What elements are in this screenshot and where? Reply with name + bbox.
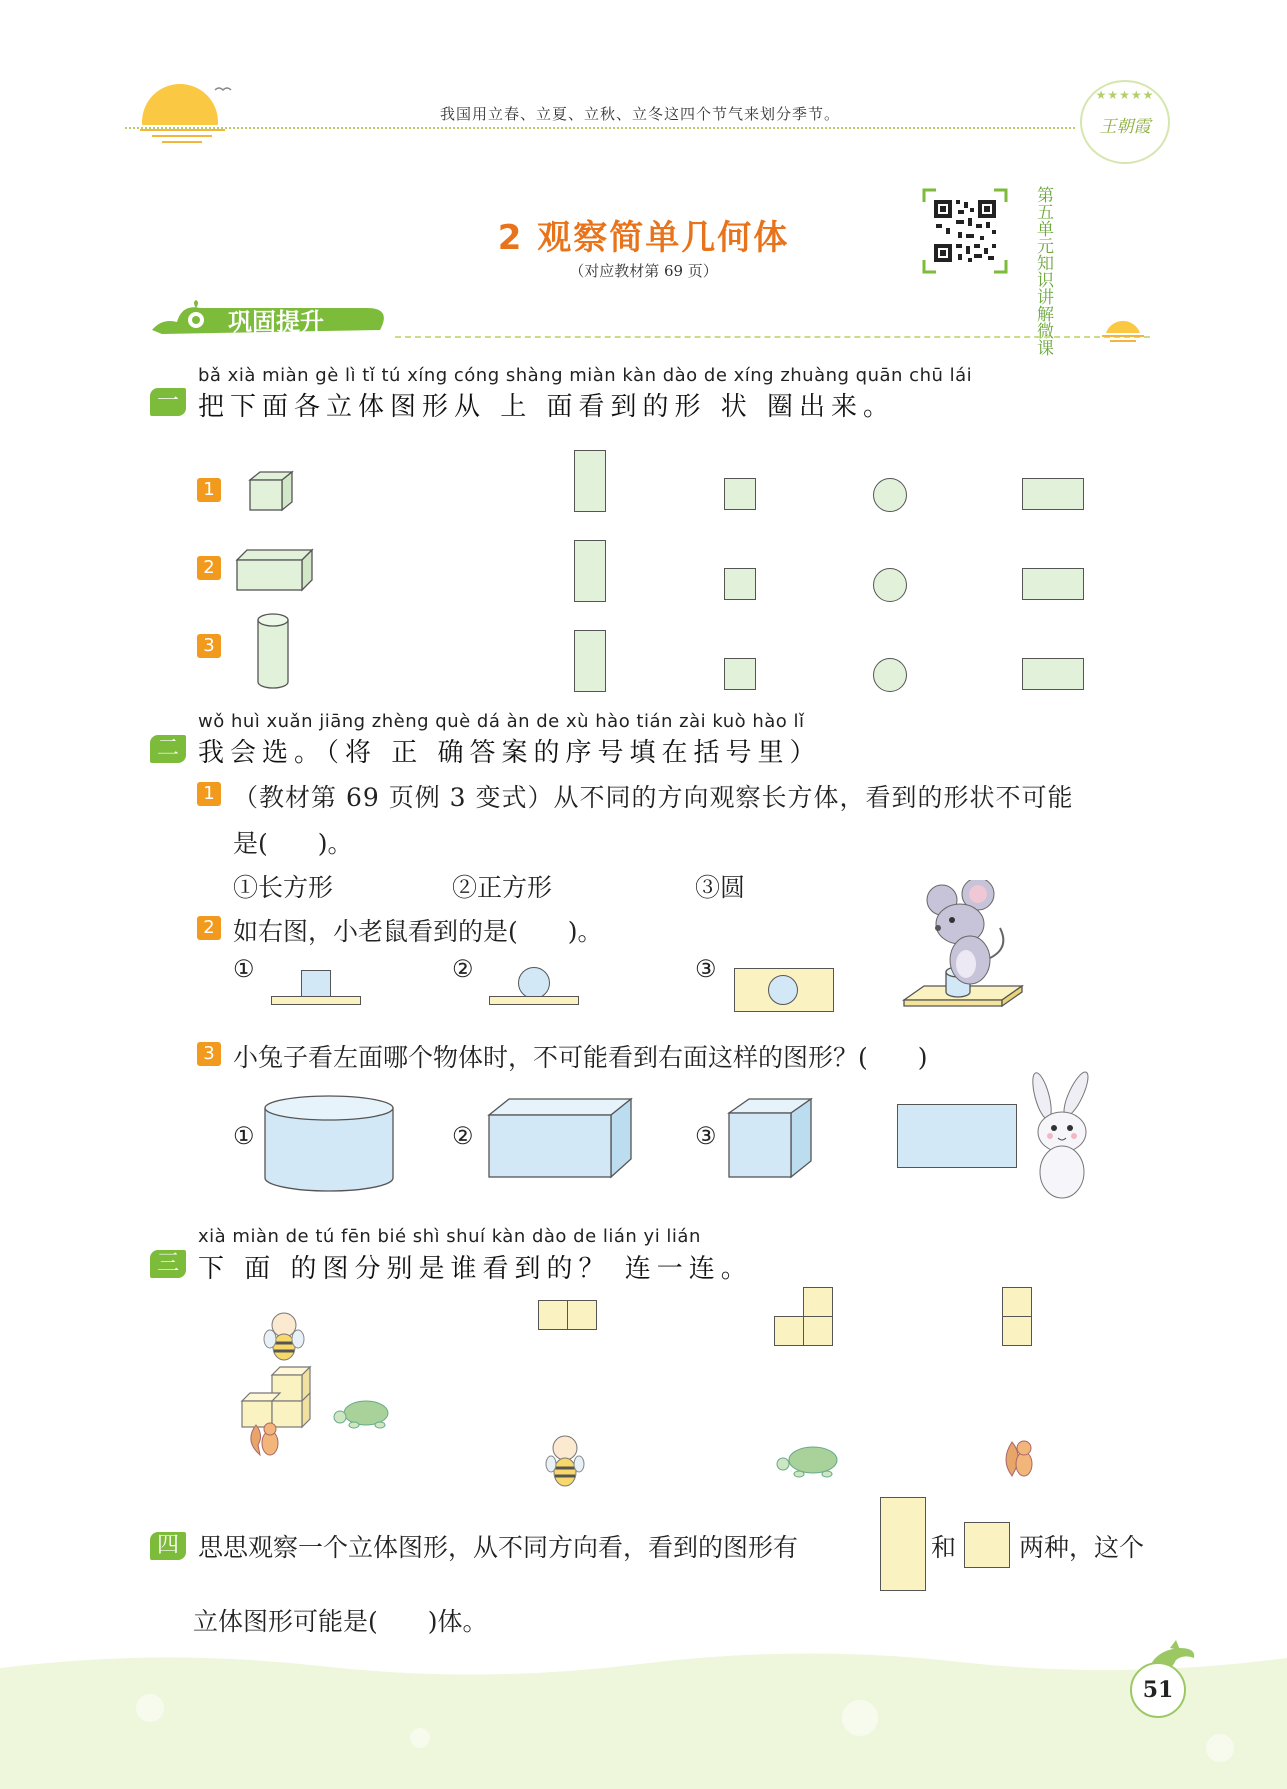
sec2-q1-option-3[interactable]: ③圆 bbox=[695, 873, 746, 902]
sec2-q1-text-cont: 是( )。 bbox=[233, 829, 353, 858]
small-sun-icon bbox=[1098, 305, 1148, 345]
sec2-q1-badge: 1 bbox=[197, 782, 221, 806]
large-cube-figure bbox=[727, 1097, 813, 1179]
sec2-q3-badge: 3 bbox=[197, 1042, 221, 1066]
header-tip: 我国用立春、立夏、立秋、立冬这四个节气来划分季节。 bbox=[440, 105, 841, 123]
sec1-instruction: 把下面各立体图形从 上 面看到的形 状 圈出来。 bbox=[198, 392, 896, 422]
answer-square[interactable] bbox=[724, 478, 756, 510]
sec2-q2-mark-3[interactable]: ③ bbox=[695, 955, 717, 983]
answer-tall-rectangle[interactable] bbox=[574, 450, 606, 512]
turtle-icon[interactable] bbox=[773, 1440, 845, 1482]
qr-code-icon[interactable] bbox=[922, 188, 1008, 274]
view-L-shape-top[interactable] bbox=[803, 1287, 833, 1317]
sec2-badge: 二 bbox=[150, 735, 186, 763]
bee-icon bbox=[264, 1313, 304, 1360]
answer-wide-rectangle[interactable] bbox=[1022, 478, 1084, 510]
sec2-q3-mark-1[interactable]: ① bbox=[233, 1122, 255, 1150]
target-rectangle-view bbox=[897, 1104, 1017, 1168]
view-two-squares-right[interactable] bbox=[567, 1300, 597, 1330]
answer-square[interactable] bbox=[724, 658, 756, 690]
sec4-text-b: 两种，这个 bbox=[1019, 1533, 1145, 1562]
sec1-pinyin: bǎ xià miàn gè lì tǐ tú xíng cóng shàng miàn kàn dào de xíng zhuàng quān chū lái bbox=[198, 365, 973, 386]
sec2-q2-mark-2[interactable]: ② bbox=[452, 955, 474, 983]
answer-wide-rectangle[interactable] bbox=[1022, 658, 1084, 690]
sec1-row1-badge: 1 bbox=[197, 478, 221, 502]
view-column-top[interactable] bbox=[1002, 1287, 1032, 1317]
tall-rectangle-view bbox=[880, 1497, 926, 1591]
mouse-icon bbox=[898, 880, 1028, 1015]
sec2-instruction: 我会选。（将 正 确答案的序号填在括号里） bbox=[198, 738, 822, 768]
option-square-view bbox=[301, 970, 331, 998]
sec3-instruction: 下 面 的图分别是谁看到的？ 连一连。 bbox=[198, 1254, 753, 1284]
option-base-plate bbox=[271, 996, 361, 1005]
answer-tall-rectangle[interactable] bbox=[574, 630, 606, 692]
sec2-q3-mark-3[interactable]: ③ bbox=[695, 1122, 717, 1150]
sec2-q1-option-2[interactable]: ②正方形 bbox=[452, 873, 553, 902]
option-top-circle bbox=[768, 975, 798, 1005]
sun-decoration bbox=[130, 70, 250, 150]
brand-logo: ★★★★★ 王朝霞 bbox=[1080, 80, 1170, 164]
bee-icon[interactable] bbox=[545, 1432, 585, 1492]
sec4-text-c: 立体图形可能是( )体。 bbox=[193, 1607, 488, 1636]
sec4-text-a: 思思观察一个立体图形，从不同方向看，看到的图形有 bbox=[198, 1533, 799, 1562]
answer-circle[interactable] bbox=[873, 658, 907, 692]
sec2-q3-text: 小兔子看左面哪个物体时，不可能看到右面这样的图形？( ) bbox=[233, 1043, 928, 1072]
sec2-q2-mark-1[interactable]: ① bbox=[233, 955, 255, 983]
sec1-badge: 一 bbox=[150, 388, 186, 416]
answer-circle[interactable] bbox=[873, 568, 907, 602]
squirrel-icon bbox=[251, 1423, 278, 1455]
page-title: 2 观察简单几何体 bbox=[497, 218, 790, 258]
cuboid-figure bbox=[234, 546, 314, 592]
footer-decoration bbox=[0, 1648, 1287, 1789]
sec3-pinyin: xià miàn de tú fēn bié shì shuí kàn dào de lián yi lián bbox=[198, 1226, 701, 1247]
sec1-row3-badge: 3 bbox=[197, 634, 221, 658]
large-cuboid-figure bbox=[487, 1097, 633, 1179]
option-base-plate bbox=[489, 996, 579, 1005]
view-column-bottom[interactable] bbox=[1002, 1316, 1032, 1346]
sec2-pinyin: wǒ huì xuǎn jiāng zhèng què dá àn de xù hào tián zài kuò hào lǐ bbox=[198, 711, 805, 732]
sec3-badge: 三 bbox=[150, 1250, 186, 1278]
sec1-row2-badge: 2 bbox=[197, 556, 221, 580]
sec2-q3-mark-2[interactable]: ② bbox=[452, 1122, 474, 1150]
turtle-icon bbox=[334, 1401, 388, 1428]
banner-title: 巩固提升 bbox=[228, 308, 324, 336]
sec2-q1-text: （教材第 69 页例 3 变式）从不同的方向观察长方体，看到的形状不可能 bbox=[233, 783, 1074, 812]
banner-divider bbox=[395, 336, 1150, 338]
sec2-q2-badge: 2 bbox=[197, 916, 221, 940]
answer-circle[interactable] bbox=[873, 478, 907, 512]
page-number: 51 bbox=[1130, 1662, 1186, 1718]
rabbit-icon bbox=[1022, 1070, 1102, 1205]
view-L-shape-bottom-left[interactable] bbox=[774, 1316, 804, 1346]
header-divider bbox=[125, 127, 1075, 129]
large-cylinder-figure bbox=[263, 1094, 395, 1194]
square-view bbox=[964, 1522, 1010, 1568]
qr-label: 第五单元知识讲解微课 bbox=[1033, 186, 1053, 356]
squirrel-icon[interactable] bbox=[1002, 1432, 1038, 1480]
view-two-squares-left[interactable] bbox=[538, 1300, 568, 1330]
cube-figure bbox=[246, 468, 296, 514]
page-subtitle: （对应教材第 69 页） bbox=[569, 262, 718, 280]
sec4-text-and: 和 bbox=[931, 1533, 957, 1562]
option-circle-view bbox=[518, 967, 550, 999]
answer-wide-rectangle[interactable] bbox=[1022, 568, 1084, 600]
answer-square[interactable] bbox=[724, 568, 756, 600]
brand-logo-text: 王朝霞 bbox=[1099, 117, 1151, 137]
sec4-badge: 四 bbox=[150, 1532, 186, 1560]
cylinder-figure bbox=[255, 612, 291, 692]
block-stack-figure bbox=[230, 1305, 410, 1465]
sec2-q1-option-1[interactable]: ①长方形 bbox=[233, 873, 334, 902]
sec2-q2-text: 如右图，小老鼠看到的是( )。 bbox=[233, 917, 603, 946]
answer-tall-rectangle[interactable] bbox=[574, 540, 606, 602]
view-L-shape-bottom-right[interactable] bbox=[803, 1316, 833, 1346]
